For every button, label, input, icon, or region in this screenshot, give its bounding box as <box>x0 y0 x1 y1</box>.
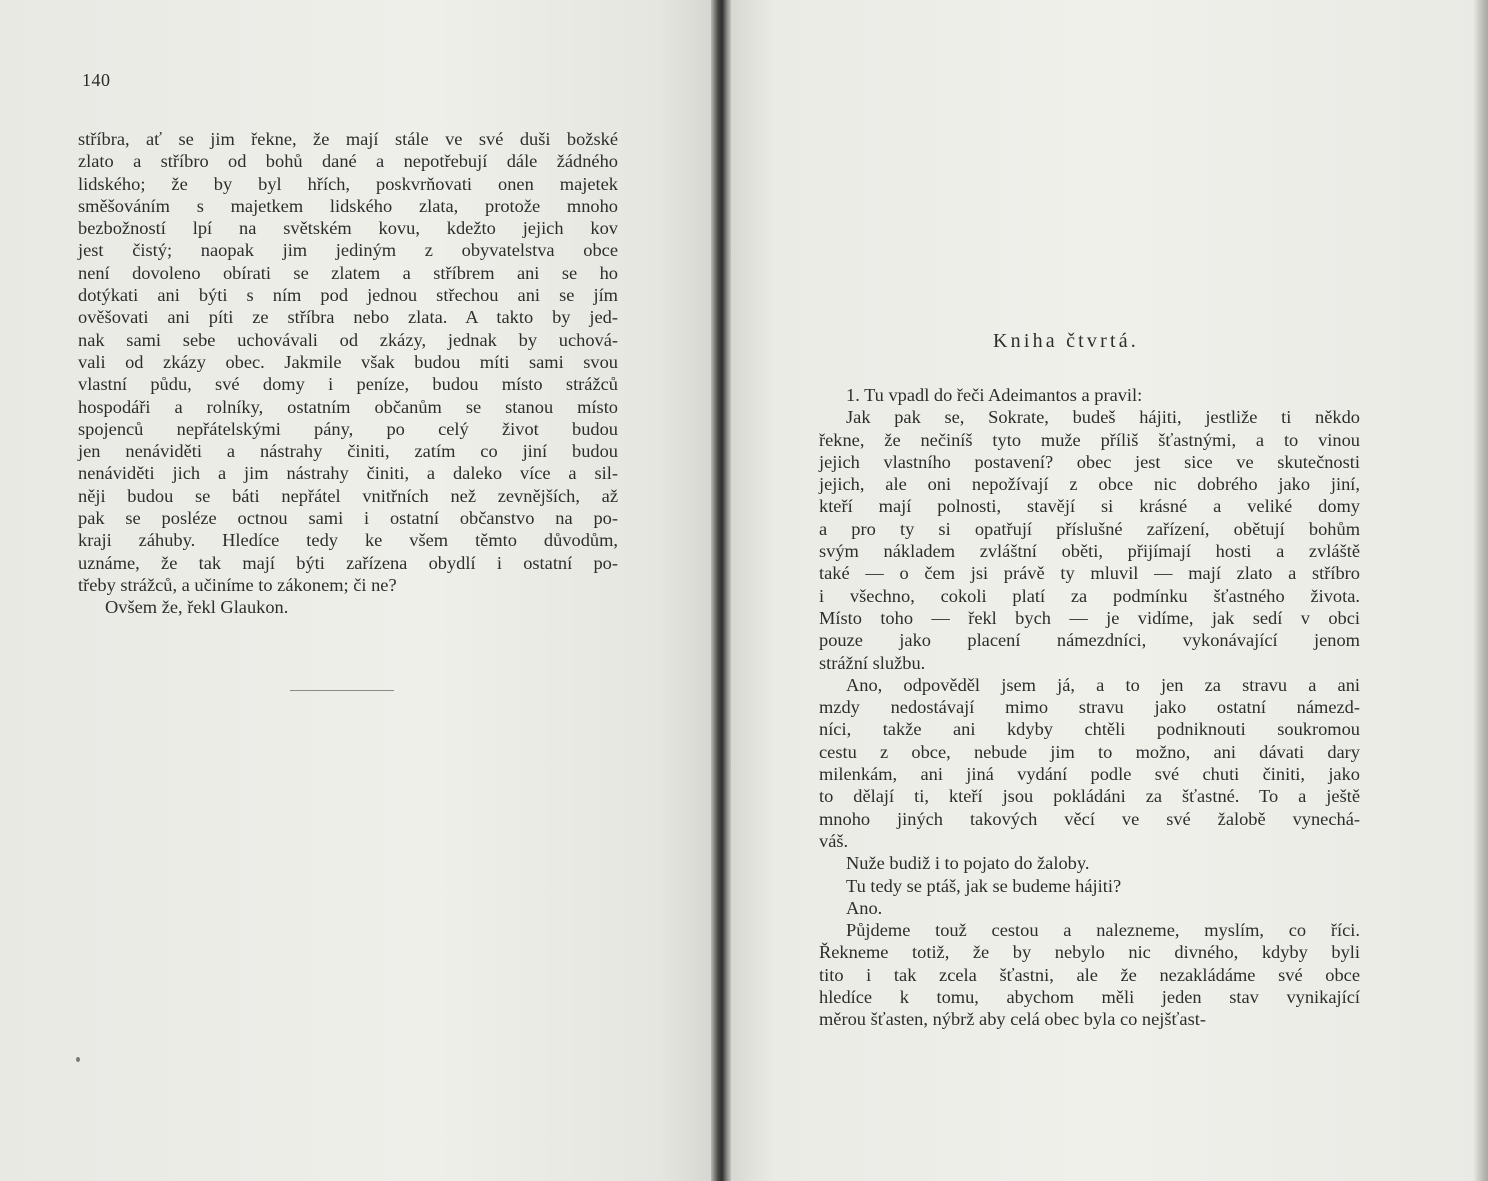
section-opening-line <box>819 384 1360 406</box>
text-line: vlastní půdu, své domy i peníze, budou místo strážců <box>78 374 618 395</box>
text-line: pak se posléze octnou sami i ostatní občanstvo na po- <box>78 508 618 529</box>
text-line: bezbožností lpí na světském kovu, kdežto jejich kov <box>78 218 618 239</box>
chapter-title: Kniha čtvrtá. <box>993 330 1140 352</box>
text-line: jest čistý; naopak jim jediným z obyvatelstva obce <box>78 240 618 261</box>
text-line: hledíce k tomu, abychom měli jeden stav vynikající <box>819 987 1360 1008</box>
text-line: mnoho jiných takových věcí ve své žalobě vynechá- <box>819 808 1360 829</box>
text-line: není dovoleno obírati se zlatem a stříbrem ani se ho <box>78 262 618 283</box>
text-line: Ano. <box>846 897 883 918</box>
text-line: kraji záhuby. Hledíce tedy ke všem těmto důvodům, <box>78 530 618 551</box>
text-line: spojenců nepřátelskými pány, po celý život budou <box>78 418 618 439</box>
page-edge <box>1474 0 1488 1181</box>
text-line: milenkám, ani jiná vydání podle své chuti činiti, jako <box>819 764 1360 785</box>
text-line: a pro ty si opatřují příslušné zařízení, obětují bohům <box>819 518 1360 539</box>
text-line: ověšovati ani píti ze stříbra nebo zlata. A takto by jed- <box>78 307 618 328</box>
text-line: níci, takže ani kdyby chtěli podniknouti soukromou <box>819 719 1360 740</box>
text-line: jen nenáviděti a nástrahy činiti, zatím co jiní budou <box>78 441 618 462</box>
text-line: hospodáři a rolníky, ostatním občanům se stanou místo <box>78 396 618 417</box>
section-number: 1. <box>846 385 860 405</box>
section-divider <box>290 690 394 691</box>
text-line: Tu tedy se ptáš, jak se budeme hájiti? <box>846 875 1122 896</box>
text-line: strážní službu. <box>819 652 926 673</box>
left-page-text <box>78 128 618 619</box>
paper-speck <box>76 1057 80 1062</box>
text-line: vali od zkázy obec. Jakmile však budou míti sami svou <box>78 351 618 372</box>
text-line: jejich, ale oni nepožívají z obce nic dobrého jako jiní, <box>819 474 1360 495</box>
text-line: směšováním s majetkem lidského zlata, protože mnoho <box>78 195 618 216</box>
text-line: pouze jako placení námezdníci, vykonávající jenom <box>819 630 1360 651</box>
text-line: i všechno, cokoli platí za podmínku šťastného života. <box>819 585 1360 606</box>
page-number: 140 <box>82 70 111 90</box>
right-page-text <box>819 384 1360 1031</box>
text-line: jejich vlastního postavení? obec jest sice ve skutečnosti <box>819 451 1360 472</box>
text-line: Místo toho — řekl bych — je vidíme, jak sedí v obci <box>819 607 1360 628</box>
closing-line: Ovšem že, řekl Glaukon. <box>105 597 289 618</box>
section-opening-text: Tu vpadl do řeči Adeimantos a pravil: <box>864 385 1143 405</box>
text-line: Jak pak se, Sokrate, budeš hájiti, jestliže ti někdo <box>846 407 1360 428</box>
text-line: váš. <box>819 830 849 851</box>
text-line: dotýkati ani býti s ním pod jednou střechou ani se jím <box>78 285 618 306</box>
text-line: stříbra, ať se jim řekne, že mají stále ve své duši božské <box>78 129 618 149</box>
text-line: zlato a stříbro od bohů dané a nepotřebují dále žádného <box>78 151 618 172</box>
text-line: třeby strážců, a učiníme to zákonem; či ne? <box>78 574 397 595</box>
text-line: také — o čem jsi právě ty mluvil — mají zlato a stříbro <box>819 563 1360 584</box>
text-line: uznáme, že tak mají býti zařízena obydlí i ostatní po- <box>78 552 618 573</box>
text-line: nak sami sebe uchovávali od zkázy, jednak by uchová- <box>78 329 618 350</box>
text-line: měrou šťasten, nýbrž aby celá obec byla co nejšťast- <box>819 1009 1206 1030</box>
text-line: řekne, že nečiníš tyto muže příliš šťastnými, a to vinou <box>819 429 1360 450</box>
text-line: tito i tak zcela šťastni, ale že nezakládáme své obce <box>819 964 1360 985</box>
text-line: Ano, odpověděl jsem já, a to jen za stravu a ani <box>846 674 1360 695</box>
text-line: cestu z obce, nebude jim to možno, ani dávati dary <box>819 741 1360 762</box>
book-gutter <box>711 0 731 1181</box>
text-line: Půjdeme touž cestou a nalezneme, myslím, co říci. <box>846 920 1360 941</box>
text-line: mzdy nedostávají mimo stravu jako ostatní námezd- <box>819 697 1360 718</box>
text-line: to dělají ti, kteří jsou pokládáni za šťastné. To a ještě <box>819 786 1360 807</box>
text-line: nenáviděti jich a jim nástrahy činiti, a daleko více a sil- <box>78 463 618 484</box>
text-line: Řekneme totiž, že by nebylo nic divného, kdyby byli <box>819 942 1360 963</box>
text-line: svým nákladem zvláštní oběti, přijímají hosti a zvláště <box>819 541 1360 562</box>
text-line: něji budou se báti nepřátel vnitřních než zevnějších, až <box>78 485 618 506</box>
text-line: lidského; že by byl hřích, poskvrňovati onen majetek <box>78 173 618 194</box>
text-line: Nuže budiž i to pojato do žaloby. <box>846 853 1090 874</box>
text-line: kteří mají polnosti, stavějí si krásné a veliké domy <box>819 496 1360 517</box>
